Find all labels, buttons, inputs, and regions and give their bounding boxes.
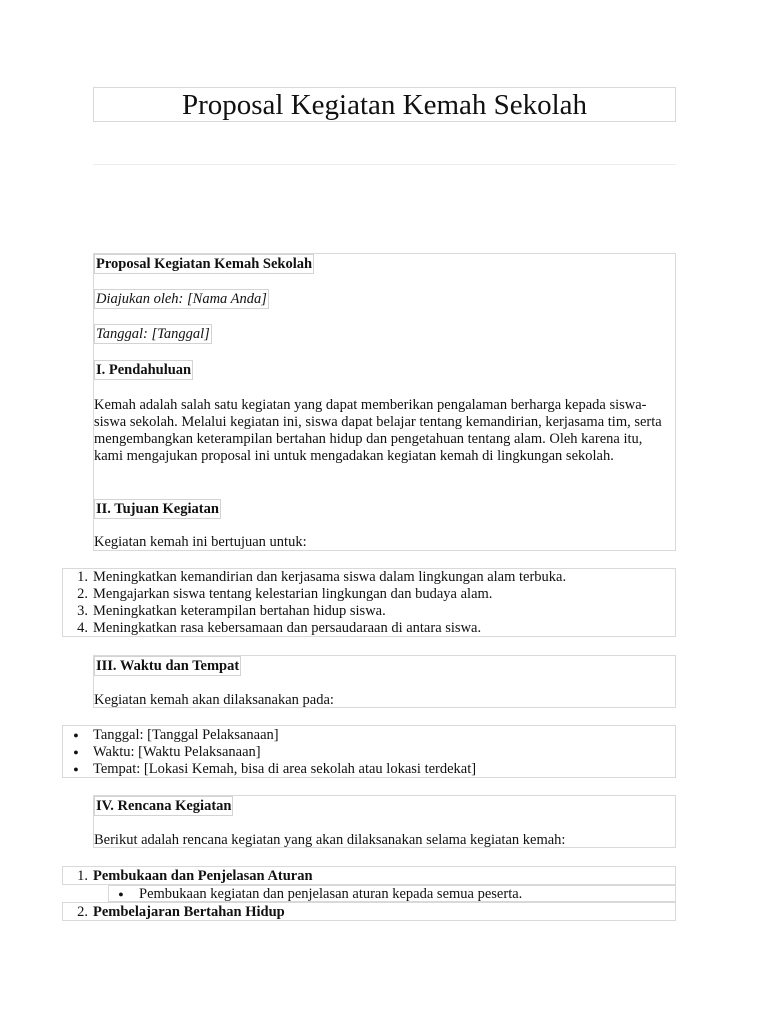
plan-intro: Berikut adalah rencana kegiatan yang akan dilaksanakan selama kegiatan kemah: (94, 832, 566, 848)
section-heading-goals: II. Tujuan Kegiatan (96, 501, 219, 517)
time-place-intro: Kegiatan kemah akan dilaksanakan pada: (94, 692, 334, 708)
divider (93, 164, 676, 165)
section-heading-plan: IV. Rencana Kegiatan (96, 798, 232, 814)
document-title: Proposal Kegiatan Kemah Sekolah (93, 87, 676, 122)
section-heading-time-place: III. Waktu dan Tempat (96, 658, 240, 674)
content-block (93, 253, 676, 551)
bullet-icon: ● (73, 764, 79, 774)
section-heading-intro: I. Pendahuluan (96, 362, 192, 378)
time-place-block (93, 655, 676, 708)
plan-list-item-1: 1. Pembukaan dan Penjelasan Aturan (62, 866, 676, 885)
bullet-icon: ● (73, 747, 79, 757)
submitted-by: Diajukan oleh: [Nama Anda] (96, 291, 267, 307)
plan-sub-item: ● Pembukaan kegiatan dan penjelasan aturan kepada semua peserta. (108, 885, 676, 902)
goals-list: 1. Meningkatkan kemandirian dan kerjasama siswa dalam lingkungan alam terbuka. 2. Mengajarkan siswa tentang kelestarian lingkungan dan budaya alam. 3. Meningkatkan keterampilan bertahan hidup siswa. 4. Meningkatkan rasa kebersamaan dan persaudaraan di antara siswa. (62, 568, 676, 637)
bullet-icon: ● (73, 730, 79, 740)
plan-list-item-2: 2. Pembelajaran Bertahan Hidup (62, 902, 676, 921)
plan-block (93, 795, 676, 848)
bullet-icon: ● (118, 889, 124, 899)
intro-paragraph: Kemah adalah salah satu kegiatan yang dapat memberikan pengalaman berharga kepada siswa-siswa sekolah. Melalui kegiatan ini, siswa dapat belajar tentang kemandirian, kerjasama tim, serta mengembangkan keterampilan bertahan hidup dan pengetahuan tentang alam. Oleh karena itu, kami mengajukan proposal ini untuk mengadakan kegiatan kemah di lingkungan sekolah. (94, 397, 662, 464)
proposal-heading: Proposal Kegiatan Kemah Sekolah (96, 256, 313, 272)
proposal-date: Tanggal: [Tanggal] (96, 326, 210, 342)
time-place-list: ● Tanggal: [Tanggal Pelaksanaan] ● Waktu: [Waktu Pelaksanaan] ● Tempat: [Lokasi Kemah, bisa di area sekolah atau lokasi terdekat] (62, 725, 676, 778)
goals-intro: Kegiatan kemah ini bertujuan untuk: (94, 534, 307, 550)
